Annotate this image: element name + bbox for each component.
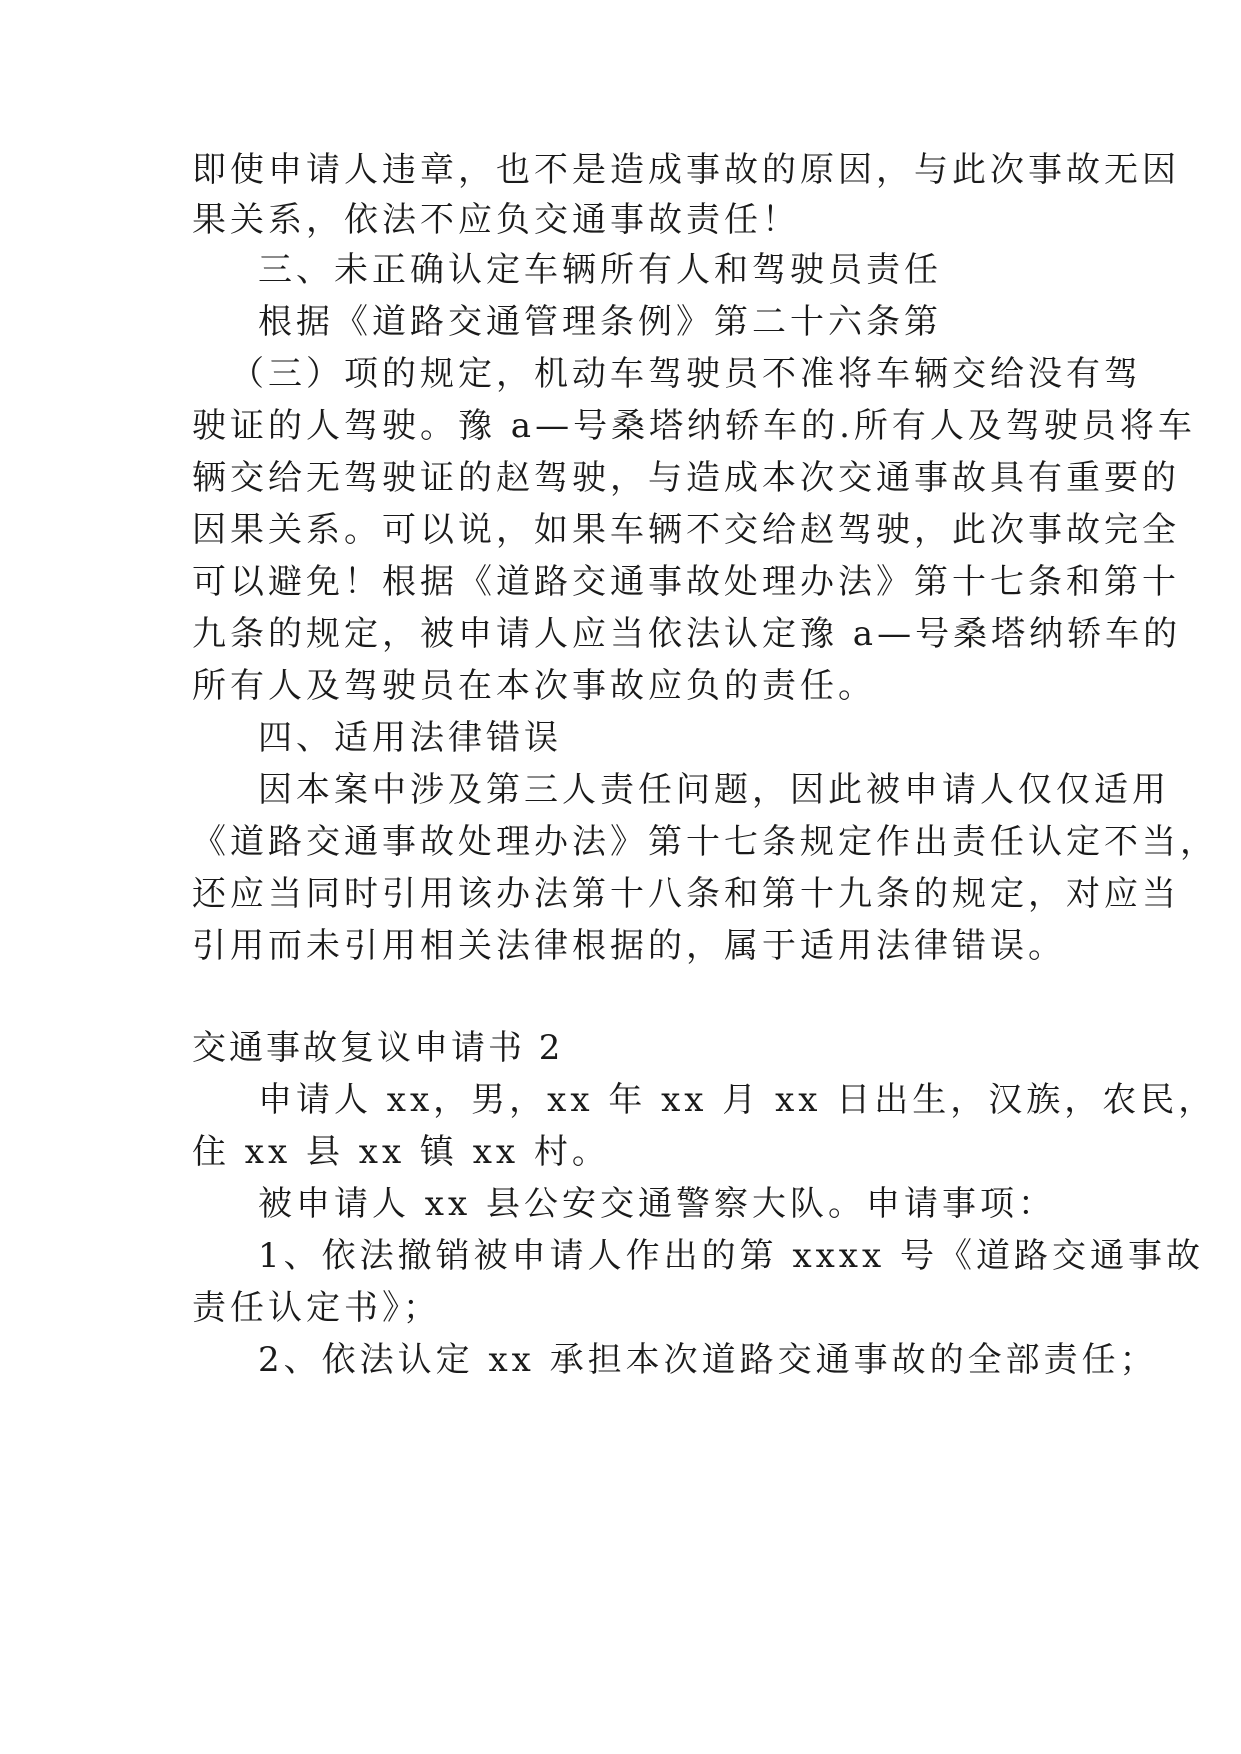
body-text-line: 被申请人 xx 县公安交通警察大队。申请事项： — [258, 1184, 1056, 1224]
body-text-line: 责任认定书》； — [192, 1288, 441, 1328]
body-text-line: 九条的规定，被申请人应当依法认定豫 a—号桑塔纳轿车的 — [192, 614, 1182, 654]
body-text-line: 申请人 xx，男，xx 年 xx 月 xx 日出生，汉族，农民， — [258, 1080, 1217, 1120]
section-heading: 三、未正确认定车辆所有人和驾驶员责任 — [258, 250, 942, 290]
body-text-line: （三）项的规定，机动车驾驶员不准将车辆交给没有驾 — [230, 354, 1142, 394]
body-text-line: 即使申请人违章，也不是造成事故的原因，与此次事故无因 — [192, 150, 1180, 190]
body-text-line: 《道路交通事故处理办法》第十七条规定作出责任认定不当， — [192, 822, 1218, 862]
body-text-line: 辆交给无驾驶证的赵驾驶，与造成本次交通事故具有重要的 — [192, 458, 1180, 498]
section-heading: 四、适用法律错误 — [258, 718, 562, 758]
body-text-line: 1、依法撤销被申请人作出的第 xxxx 号《道路交通事故 — [258, 1236, 1204, 1276]
body-text-line: 2、依法认定 xx 承担本次道路交通事故的全部责任； — [258, 1340, 1158, 1380]
body-text-line: 还应当同时引用该办法第十八条和第十九条的规定，对应当 — [192, 874, 1180, 914]
body-text-line: 驶证的人驾驶。豫 a—号桑塔纳轿车的.所有人及驾驶员将车 — [192, 406, 1196, 446]
body-text-line: 引用而未引用相关法律根据的，属于适用法律错误。 — [192, 926, 1066, 966]
body-text-line: 因果关系。可以说，如果车辆不交给赵驾驶，此次事故完全 — [192, 510, 1180, 550]
body-text-line: 因本案中涉及第三人责任问题，因此被申请人仅仅适用 — [258, 770, 1170, 810]
body-text-line: 果关系，依法不应负交通事故责任！ — [192, 200, 800, 240]
document-title: 交通事故复议申请书 2 — [192, 1028, 564, 1068]
body-text-line: 根据《道路交通管理条例》第二十六条第 — [258, 302, 942, 342]
body-text-line: 可以避免！根据《道路交通事故处理办法》第十七条和第十 — [192, 562, 1180, 602]
body-text-line: 住 xx 县 xx 镇 xx 村。 — [192, 1132, 610, 1172]
body-text-line: 所有人及驾驶员在本次事故应负的责任。 — [192, 666, 876, 706]
